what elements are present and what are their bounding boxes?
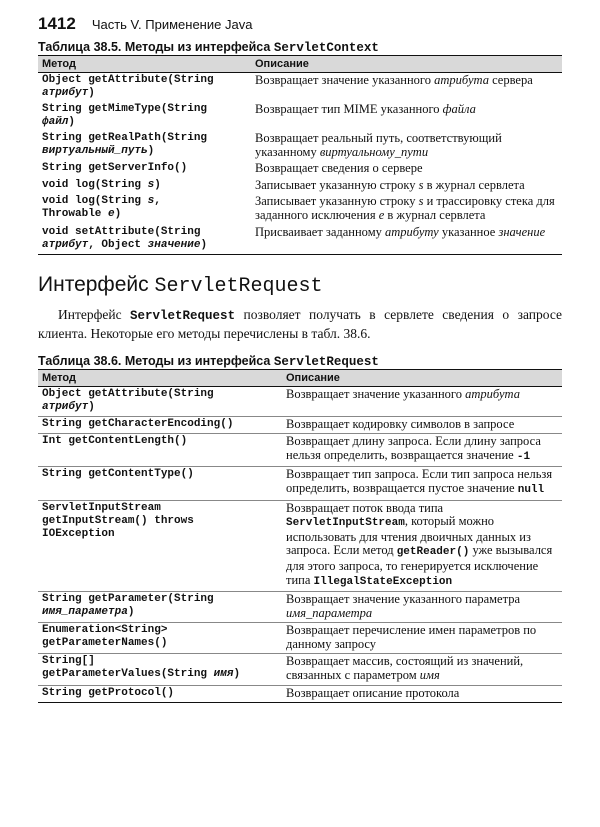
text-run: Возвращает значение указанного xyxy=(255,73,435,87)
inline-code: ServletInputStream xyxy=(286,517,405,530)
method-cell xyxy=(38,434,282,467)
italic-placeholder: имя_параметра xyxy=(42,606,128,619)
text-run: указанное xyxy=(438,224,499,239)
text-run: , который можно использовать для чтения двоичных данных из запроса. Если метод xyxy=(286,514,531,558)
table-row xyxy=(38,161,562,178)
text-run: ServletInputStream getInputStream() throws IOException xyxy=(42,501,194,540)
text-run: в журнал сервлета xyxy=(384,207,486,222)
method-cell xyxy=(38,654,282,685)
table-row xyxy=(38,654,562,685)
italic-placeholder: e xyxy=(378,207,385,222)
table-row xyxy=(38,102,562,131)
description-cell xyxy=(251,161,562,178)
description-cell xyxy=(282,592,562,623)
italic-placeholder: атрибута xyxy=(434,73,489,87)
text-run: Возвращает значение указанного xyxy=(286,386,466,401)
description-cell xyxy=(282,467,562,500)
column-header-method: Метод xyxy=(38,56,251,73)
method-cell xyxy=(38,178,251,195)
text-run: позволяет получать в сервлете сведения о запросе клиента. Некоторые его методы перечислены в табл. 38.6. xyxy=(38,306,562,341)
text-run: void setAttribute(String xyxy=(42,225,201,238)
text-run: Возвращает значение указанного параметра xyxy=(286,592,520,607)
text-run: Int getContentLength() xyxy=(42,435,188,448)
table-38-6 xyxy=(38,369,562,704)
column-header-description: Описание xyxy=(282,369,562,386)
table-38-5-caption xyxy=(38,40,562,55)
italic-placeholder: атрибуту xyxy=(384,224,439,239)
caption-text: Таблица 38.6. Методы из интерфейса xyxy=(38,353,274,368)
table-38-5 xyxy=(38,55,562,255)
text-run: Интерфейс xyxy=(58,306,131,322)
table-row xyxy=(38,500,562,592)
text-run: ) xyxy=(147,145,155,157)
italic-placeholder: имя xyxy=(419,668,440,683)
section-heading-code: ServletRequest xyxy=(154,274,323,298)
italic-placeholder: файла xyxy=(442,102,476,116)
text-run: String getRealPath(String xyxy=(42,132,208,144)
text-run: ) xyxy=(114,208,122,221)
table-38-6-body xyxy=(38,386,562,703)
italic-placeholder: атрибут xyxy=(42,400,89,413)
text-run: Возвращает перечисление имен параметров по данному запросу xyxy=(286,623,537,651)
column-header-description: Описание xyxy=(251,56,562,73)
italic-placeholder: атрибута xyxy=(465,386,520,401)
method-cell xyxy=(38,416,282,434)
text-run: ) xyxy=(127,606,135,619)
text-run: сервера xyxy=(488,73,533,87)
table-row xyxy=(38,386,562,416)
method-cell xyxy=(38,131,251,161)
description-cell xyxy=(251,131,562,161)
section-heading xyxy=(38,273,562,298)
italic-placeholder: виртуальному_пути xyxy=(319,144,429,159)
text-run: String getParameter(String xyxy=(42,593,214,606)
caption-code: ServletContext xyxy=(273,41,379,55)
text-run: Возвращает реальный путь, соответствующий указанному xyxy=(255,131,502,159)
italic-placeholder: значение xyxy=(498,224,546,239)
method-cell xyxy=(38,225,251,255)
text-run: и трассировку стека для заданного исключения xyxy=(255,194,555,222)
italic-placeholder: s xyxy=(418,177,424,192)
inline-code: -1 xyxy=(516,450,531,463)
table-row xyxy=(38,592,562,623)
italic-placeholder: атрибут xyxy=(42,87,89,99)
italic-placeholder: имя_параметра xyxy=(286,605,373,620)
method-cell xyxy=(38,467,282,500)
text-run: void log(String xyxy=(42,178,148,191)
description-cell xyxy=(251,194,562,224)
text-run: в журнал сервлета xyxy=(423,177,525,192)
table-38-5-body xyxy=(38,73,562,255)
inline-code: null xyxy=(517,483,545,496)
method-cell xyxy=(38,73,251,103)
text-run: Возвращает описание протокола xyxy=(286,685,460,700)
text-run: Object getAttribute(String xyxy=(42,74,214,86)
italic-placeholder: s xyxy=(147,195,155,208)
text-run: ) xyxy=(154,178,161,191)
description-cell xyxy=(282,434,562,467)
text-run: void log(String xyxy=(42,195,148,208)
column-header-method: Метод xyxy=(38,369,282,386)
description-cell xyxy=(251,73,562,103)
italic-placeholder: s xyxy=(418,194,424,209)
method-cell xyxy=(38,685,282,703)
text-run: Записывает указанную строку xyxy=(255,194,419,209)
table-38-6-caption xyxy=(38,354,562,369)
text-run: Object getAttribute(String xyxy=(42,387,214,400)
section-paragraph xyxy=(38,306,562,342)
text-run: Возвращает массив, состоящий из значений, связанных с параметром xyxy=(286,654,524,683)
text-run: String getContentType() xyxy=(42,468,194,481)
table-row xyxy=(38,467,562,500)
method-cell xyxy=(38,161,251,178)
method-cell xyxy=(38,592,282,623)
text-run: Возвращает тип MIME указанного xyxy=(255,102,443,116)
italic-placeholder: s xyxy=(147,178,155,191)
method-cell xyxy=(38,194,251,224)
italic-placeholder: файл xyxy=(42,116,69,128)
text-run: ) xyxy=(68,116,76,128)
description-cell xyxy=(282,654,562,685)
part-title: Часть V. Применение Java xyxy=(91,17,253,32)
method-cell xyxy=(38,102,251,131)
text-run: , Object xyxy=(88,238,148,251)
method-cell xyxy=(38,623,282,654)
description-cell xyxy=(282,386,562,416)
inline-code: getReader() xyxy=(396,546,470,559)
description-cell xyxy=(251,178,562,195)
table-row xyxy=(38,194,562,224)
text-run: , Throwable xyxy=(42,195,161,221)
section-heading-text: Интерфейс xyxy=(38,272,155,296)
running-head xyxy=(38,14,562,40)
italic-placeholder: e xyxy=(108,208,115,221)
text-run: уже вызывался для этого запроса, то генерируется исключение типа xyxy=(286,543,553,587)
text-run: ) xyxy=(88,87,95,99)
text-run: Возвращает длину запроса. Если длину запроса нельзя определить, возвращается значение xyxy=(286,434,541,462)
text-run: String getServerInfo() xyxy=(42,162,188,175)
method-cell xyxy=(38,500,282,592)
method-cell xyxy=(38,386,282,416)
description-cell xyxy=(251,225,562,255)
table-row xyxy=(38,434,562,467)
text-run: Возвращает поток ввода типа xyxy=(286,500,444,515)
inline-code: IllegalStateException xyxy=(313,575,453,588)
table-row xyxy=(38,416,562,434)
text-run: ) xyxy=(200,238,208,251)
text-run: ) xyxy=(233,668,241,681)
text-run: Возвращает кодировку символов в запросе xyxy=(286,416,515,431)
text-run: String getMimeType(String xyxy=(42,103,208,115)
italic-placeholder: виртуальный_путь xyxy=(42,145,148,157)
text-run: String getCharacterEncoding() xyxy=(42,417,234,430)
text-run: String[] getParameterValues(String xyxy=(42,655,208,681)
caption-text: Таблица 38.5. Методы из интерфейса xyxy=(38,40,274,54)
table-row xyxy=(38,225,562,255)
book-page xyxy=(38,14,562,703)
italic-placeholder: значение xyxy=(147,238,201,251)
italic-placeholder: атрибут xyxy=(42,238,89,251)
text-run: Возвращает сведения о сервере xyxy=(255,161,423,176)
caption-code: ServletRequest xyxy=(273,354,379,369)
inline-code: ServletRequest xyxy=(130,308,236,323)
italic-placeholder: имя xyxy=(213,668,234,681)
text-run: Записывает указанную строку xyxy=(255,177,419,192)
description-cell xyxy=(251,102,562,131)
text-run: String getProtocol() xyxy=(42,686,175,699)
text-run: Присваивает заданному xyxy=(255,224,385,239)
table-row xyxy=(38,73,562,103)
description-cell xyxy=(282,500,562,592)
text-run: Enumeration<String> getParameterNames() xyxy=(42,624,168,650)
description-cell xyxy=(282,623,562,654)
table-row xyxy=(38,685,562,703)
text-run: Возвращает тип запроса. Если тип запроса нельзя определить, возвращается пустое значение xyxy=(286,467,553,495)
table-row xyxy=(38,178,562,195)
table-row xyxy=(38,131,562,161)
page-number: 1412 xyxy=(38,14,76,33)
description-cell xyxy=(282,416,562,434)
description-cell xyxy=(282,685,562,703)
table-row xyxy=(38,623,562,654)
text-run: ) xyxy=(88,400,95,413)
